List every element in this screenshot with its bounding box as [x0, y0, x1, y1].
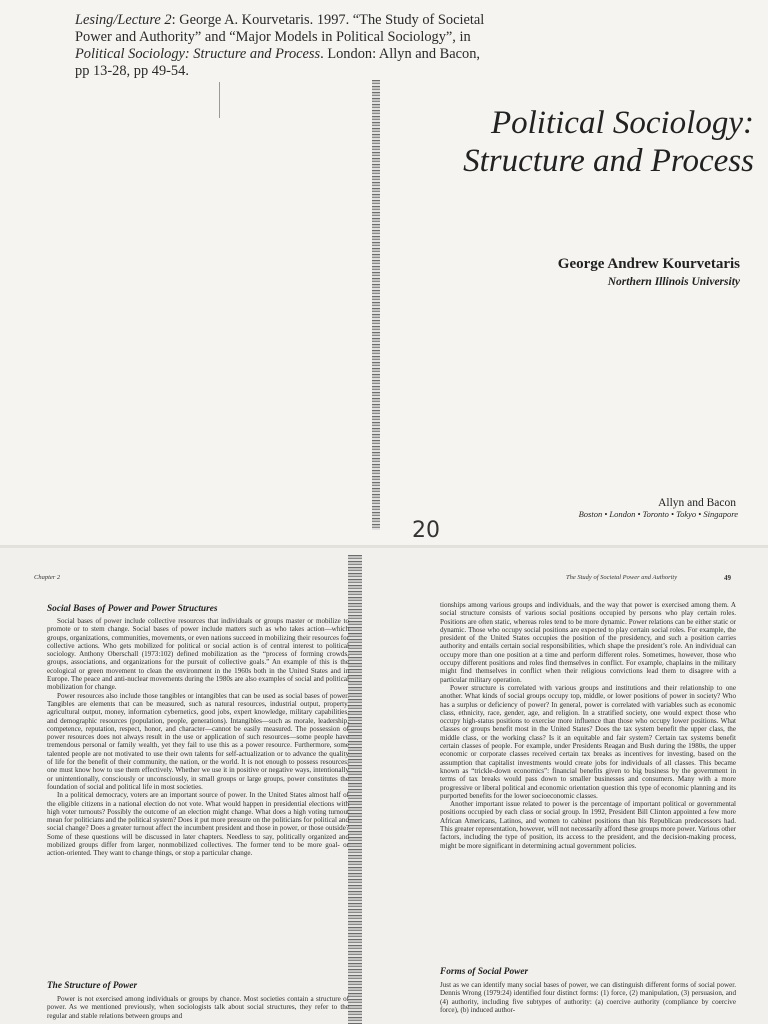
publisher-name: Allyn and Bacon: [658, 497, 736, 509]
reference-book-title: Political Sociology: Structure and Process: [75, 46, 321, 62]
book-title-line2: Structure and Process: [463, 143, 754, 179]
reference-text: : George A. Kourvetaris. 1997. “The Study of Societal Power and Authority” and “Major Models in Political Sociology”, in: [75, 12, 485, 45]
paragraph: tionships among various groups and individuals, and the way that power is exercised among them. A social structure consists of various social positions occupied by persons who play certain roles. Positions are often static, whereas roles tend to be more dynamic. Power relations can be either static or dynamic. Those who occupy social positions are expected to play certain social roles. For example, the president of the United States occupies the position of the presidency, and such a position carries authority and entails certain social responsibilities, which shape the president’s role. An individual can occupy more than one position at a time and perform different roles. Sometimes, however, those who occupy different positions and roles find themselves in conflict. For example, chaplains in the military might find themselves in conflict when their religious convictions lead them to disagree with a particular military operation.: [440, 601, 736, 684]
section-heading-structure-of-power: The Structure of Power: [47, 981, 138, 991]
scan-mark: [219, 82, 220, 118]
book-spine-shadow: [372, 80, 380, 530]
reference-prefix: Lesing/Lecture 2: [75, 12, 172, 28]
handwritten-number: 20: [412, 518, 440, 543]
paragraph: Another important issue related to power is the percentage of important political or governmental positions occupied by each class or social group. In 1992, President Bill Clinton appointed a few more African Americans, Latinos, and women to cabinet positions than his Republican predecessors had. This greater representation, however, will not necessarily afford these groups more power. Various other factors, including the type of position, its access to the president, and the decision-making process, might be more significant in determining actual government policies.: [440, 800, 736, 850]
author-affiliation: Northern Illinois University: [607, 276, 740, 288]
section-heading-social-bases: Social Bases of Power and Power Structures: [47, 604, 218, 614]
right-column-body-2: [440, 981, 736, 1014]
page-number: 49: [724, 574, 731, 582]
left-column-body: [47, 617, 349, 858]
publisher-cities: Boston • London • Toronto • Tokyo • Singapore: [578, 509, 738, 519]
book-author: George Andrew Kourvetaris: [557, 256, 740, 272]
book-title-line1: Political Sociology:: [490, 105, 754, 141]
right-running-head: The Study of Societal Power and Authority: [566, 574, 678, 581]
paragraph: Social bases of power include collective resources that individuals or groups master or mobilize to promote or to stem change. Social bases of power include matters such as who takes action—which groups, organizations, communities, movements, or even nations succeed in mobilizing their resources for collective actions. Who gets mobilized for political or social action is of central interest to political sociology. Anthony Oberschall (1973:102) defined mobilization as the “process of forming crowds, groups, associations, and organizations for the pursuit of collective goals.” An example of this is the ecological or green movement to clean the environment in the 1960s both in the United States and in Europe. The peace and anti-nuclear movements during the 1980s are also examples of social and political mobilization for change.: [47, 617, 349, 692]
reference-suffix: . London: Allyn and Bacon, pp 13-28, pp 49-54.: [75, 46, 481, 79]
paragraph: In a political democracy, voters are an important source of power. In the United States almost half of the eligible citizens in a national election do not vote. What would happen in presidential elections with high voter turnouts? Possibly the outcome of an election might change. What does a high voting turnout mean for politicians and the political system? Does it put more pressure on the politicians for political and social change? Does a greater turnout affect the incumbent president and those in power, or those outside? Some of these questions will be discussed in later chapters. Needless to say, politically organized and mobilized groups differ from larger, nonmobilized collectives. The former tend to be more goal- or action-oriented. They want to change things, or stop a particular change.: [47, 791, 349, 858]
paragraph: Power structure is correlated with various groups and institutions and their relationship to one another. What kinds of social groups occupy top, middle, or lower positions of power in society? Who has a surplus or deficiency of power? In general, power is correlated with variables such as economic class, ethnicity, race, gender, age, and religion. In a stratified society, one would expect those who occupy high-status positions to exercise more influence than those who occupy lower positions. What classes or groups benefit most in the United States? Does the tax system benefit the upper class, the middle class, or the working class? Is it an equitable and fair system? Certain tax systems benefit certain classes of people. For example, under Presidents Reagan and Bush during the 1980s, the upper economic or corporate classes received certain tax breaks as incentives for investing, based on the assumption that capitalist investments would create jobs for individuals of all classes. This became known as “trickle-down economics”: financial benefits given to big business by the government in terms of tax breaks would pass down to smaller businesses and consumers. Many with a more progressive or liberal political and economic orientation question this type of economic planning and its purported benefits for the lower socioeconomic classes.: [440, 683, 736, 800]
right-column-body: [440, 601, 736, 850]
book-spine-shadow-lower: [348, 555, 362, 1024]
section-heading-forms-of-power: Forms of Social Power: [440, 967, 529, 977]
reference-note: [75, 12, 495, 80]
left-running-head: Chapter 2: [34, 574, 61, 581]
book-title: [454, 104, 754, 180]
paragraph: Power resources also include those tangibles or intangibles that can be used as social bases of power. Tangibles are elements that can be measured, such as natural resources, industrial output, property, agricultural output, money, information cybernetics, good jobs, expert knowledge, military capabilities, and demographic resources (population, people, generations). Intangibles—such as morale, leadership, competence, reputation, respect, honor, and character—cannot be easily measured. The possession of power resources does not always result in the use or application of such resources—some people have tremendous personal or family wealth, yet they fail to use this as a power resource. Furthermore, some talented people are not motivated to use their own talents for self-actualization or to advance the quality of life for the benefit of their community, the nation, or the world. It is not enough to possess resources; one must know how to use them effectively. Whether we use it in positive or negative ways, intentionally or unintentionally, consciously or unconsciously, in small groups or large groups, power constitutes the foundation of social and political life in most societies.: [47, 691, 349, 791]
paragraph: Just as we can identify many social bases of power, we can distinguish different forms of social power. Dennis Wrong (1979:24) identified four distinct forms: (1) force, (2) manipulation, (3) persuasion, and (4) authority, including five subtypes of authority: (a) coercive authority (compliance by coercive force), (b) induced author-: [440, 981, 736, 1014]
left-column-body-2: [47, 995, 349, 1020]
paragraph: Power is not exercised among individuals or groups by chance. Most societies contain a structure of power. As we mentioned previously, when sociologists talk about social structures, they refer to the regular and stable relations between groups and: [47, 995, 349, 1020]
